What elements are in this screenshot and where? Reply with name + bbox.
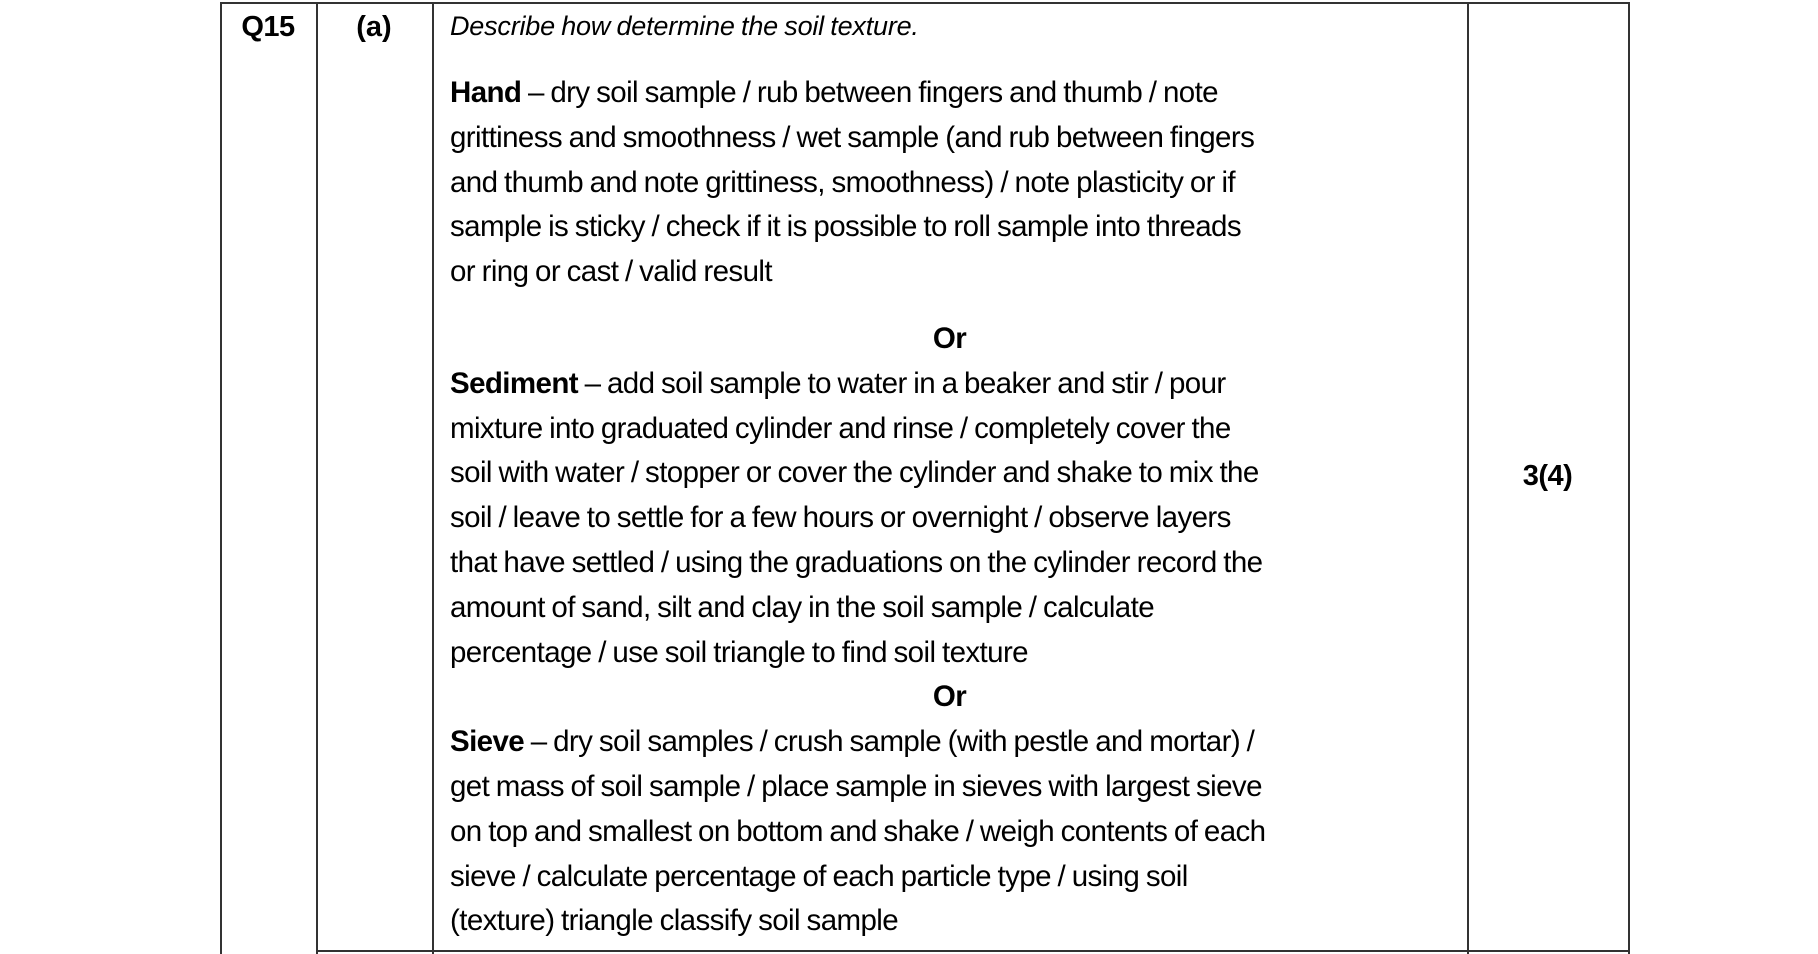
- method-separator: –: [577, 366, 607, 400]
- row-border-bottom: [316, 950, 1630, 952]
- method-line: Sieve – dry soil samples / crush sample (with pestle and mortar) /: [450, 725, 1255, 759]
- column-divider-question-part: [316, 2, 318, 954]
- method-separator: –: [521, 76, 551, 109]
- method-label: Sediment: [450, 366, 578, 400]
- method-sediment: [450, 362, 1457, 676]
- table-border-right: [1628, 2, 1630, 954]
- method-line: soil with water / stopper or cover the cylinder and shake to mix the: [450, 456, 1259, 490]
- method-line: Sediment – add soil sample to water in a beaker and stir / pour: [450, 366, 1226, 400]
- marks-value: 3(4): [1522, 459, 1573, 492]
- method-label: Hand: [450, 76, 522, 109]
- mark-scheme-table: [220, 2, 1628, 950]
- method-line: or ring or cast / valid result: [450, 255, 772, 289]
- answer-cell: [432, 2, 1467, 944]
- method-hand: [450, 71, 1457, 295]
- table-border-left: [220, 2, 222, 954]
- method-sieve: [450, 720, 1457, 944]
- method-line: on top and smallest on bottom and shake / weigh contents of each: [450, 814, 1266, 848]
- method-line: soil / leave to settle for a few hours or overnight / observe layers: [450, 501, 1231, 535]
- method-line: get mass of soil sample / place sample in sieves with largest sieve: [450, 769, 1262, 803]
- method-line: sieve / calculate percentage of each particle type / using soil: [450, 859, 1188, 893]
- marks-cell: [1467, 2, 1628, 950]
- method-line: that have settled / using the graduations on the cylinder record the: [450, 545, 1263, 579]
- method-line: Hand – dry soil sample / rub between fingers and thumb / note: [450, 76, 1218, 109]
- question-number: Q15: [241, 11, 295, 43]
- method-separator: –: [524, 725, 554, 759]
- method-line: grittiness and smoothness / wet sample (and rub between fingers: [450, 120, 1255, 154]
- method-line: and thumb and note grittiness, smoothness) / note plasticity or if: [450, 165, 1236, 199]
- or-separator: Or: [932, 321, 967, 355]
- method-line: (texture) triangle classify soil sample: [450, 904, 899, 938]
- question-text: Describe how determine the soil texture.: [450, 11, 919, 41]
- method-label: Sieve: [450, 725, 525, 759]
- method-line: mixture into graduated cylinder and rinse / completely cover the: [450, 411, 1231, 445]
- question-part: (a): [356, 11, 392, 43]
- method-line: amount of sand, silt and clay in the soil sample / calculate: [450, 590, 1155, 624]
- method-line: percentage / use soil triangle to find soil texture: [450, 635, 1028, 669]
- method-line: sample is sticky / check if it is possible to roll sample into threads: [450, 210, 1241, 244]
- or-separator: Or: [932, 680, 967, 714]
